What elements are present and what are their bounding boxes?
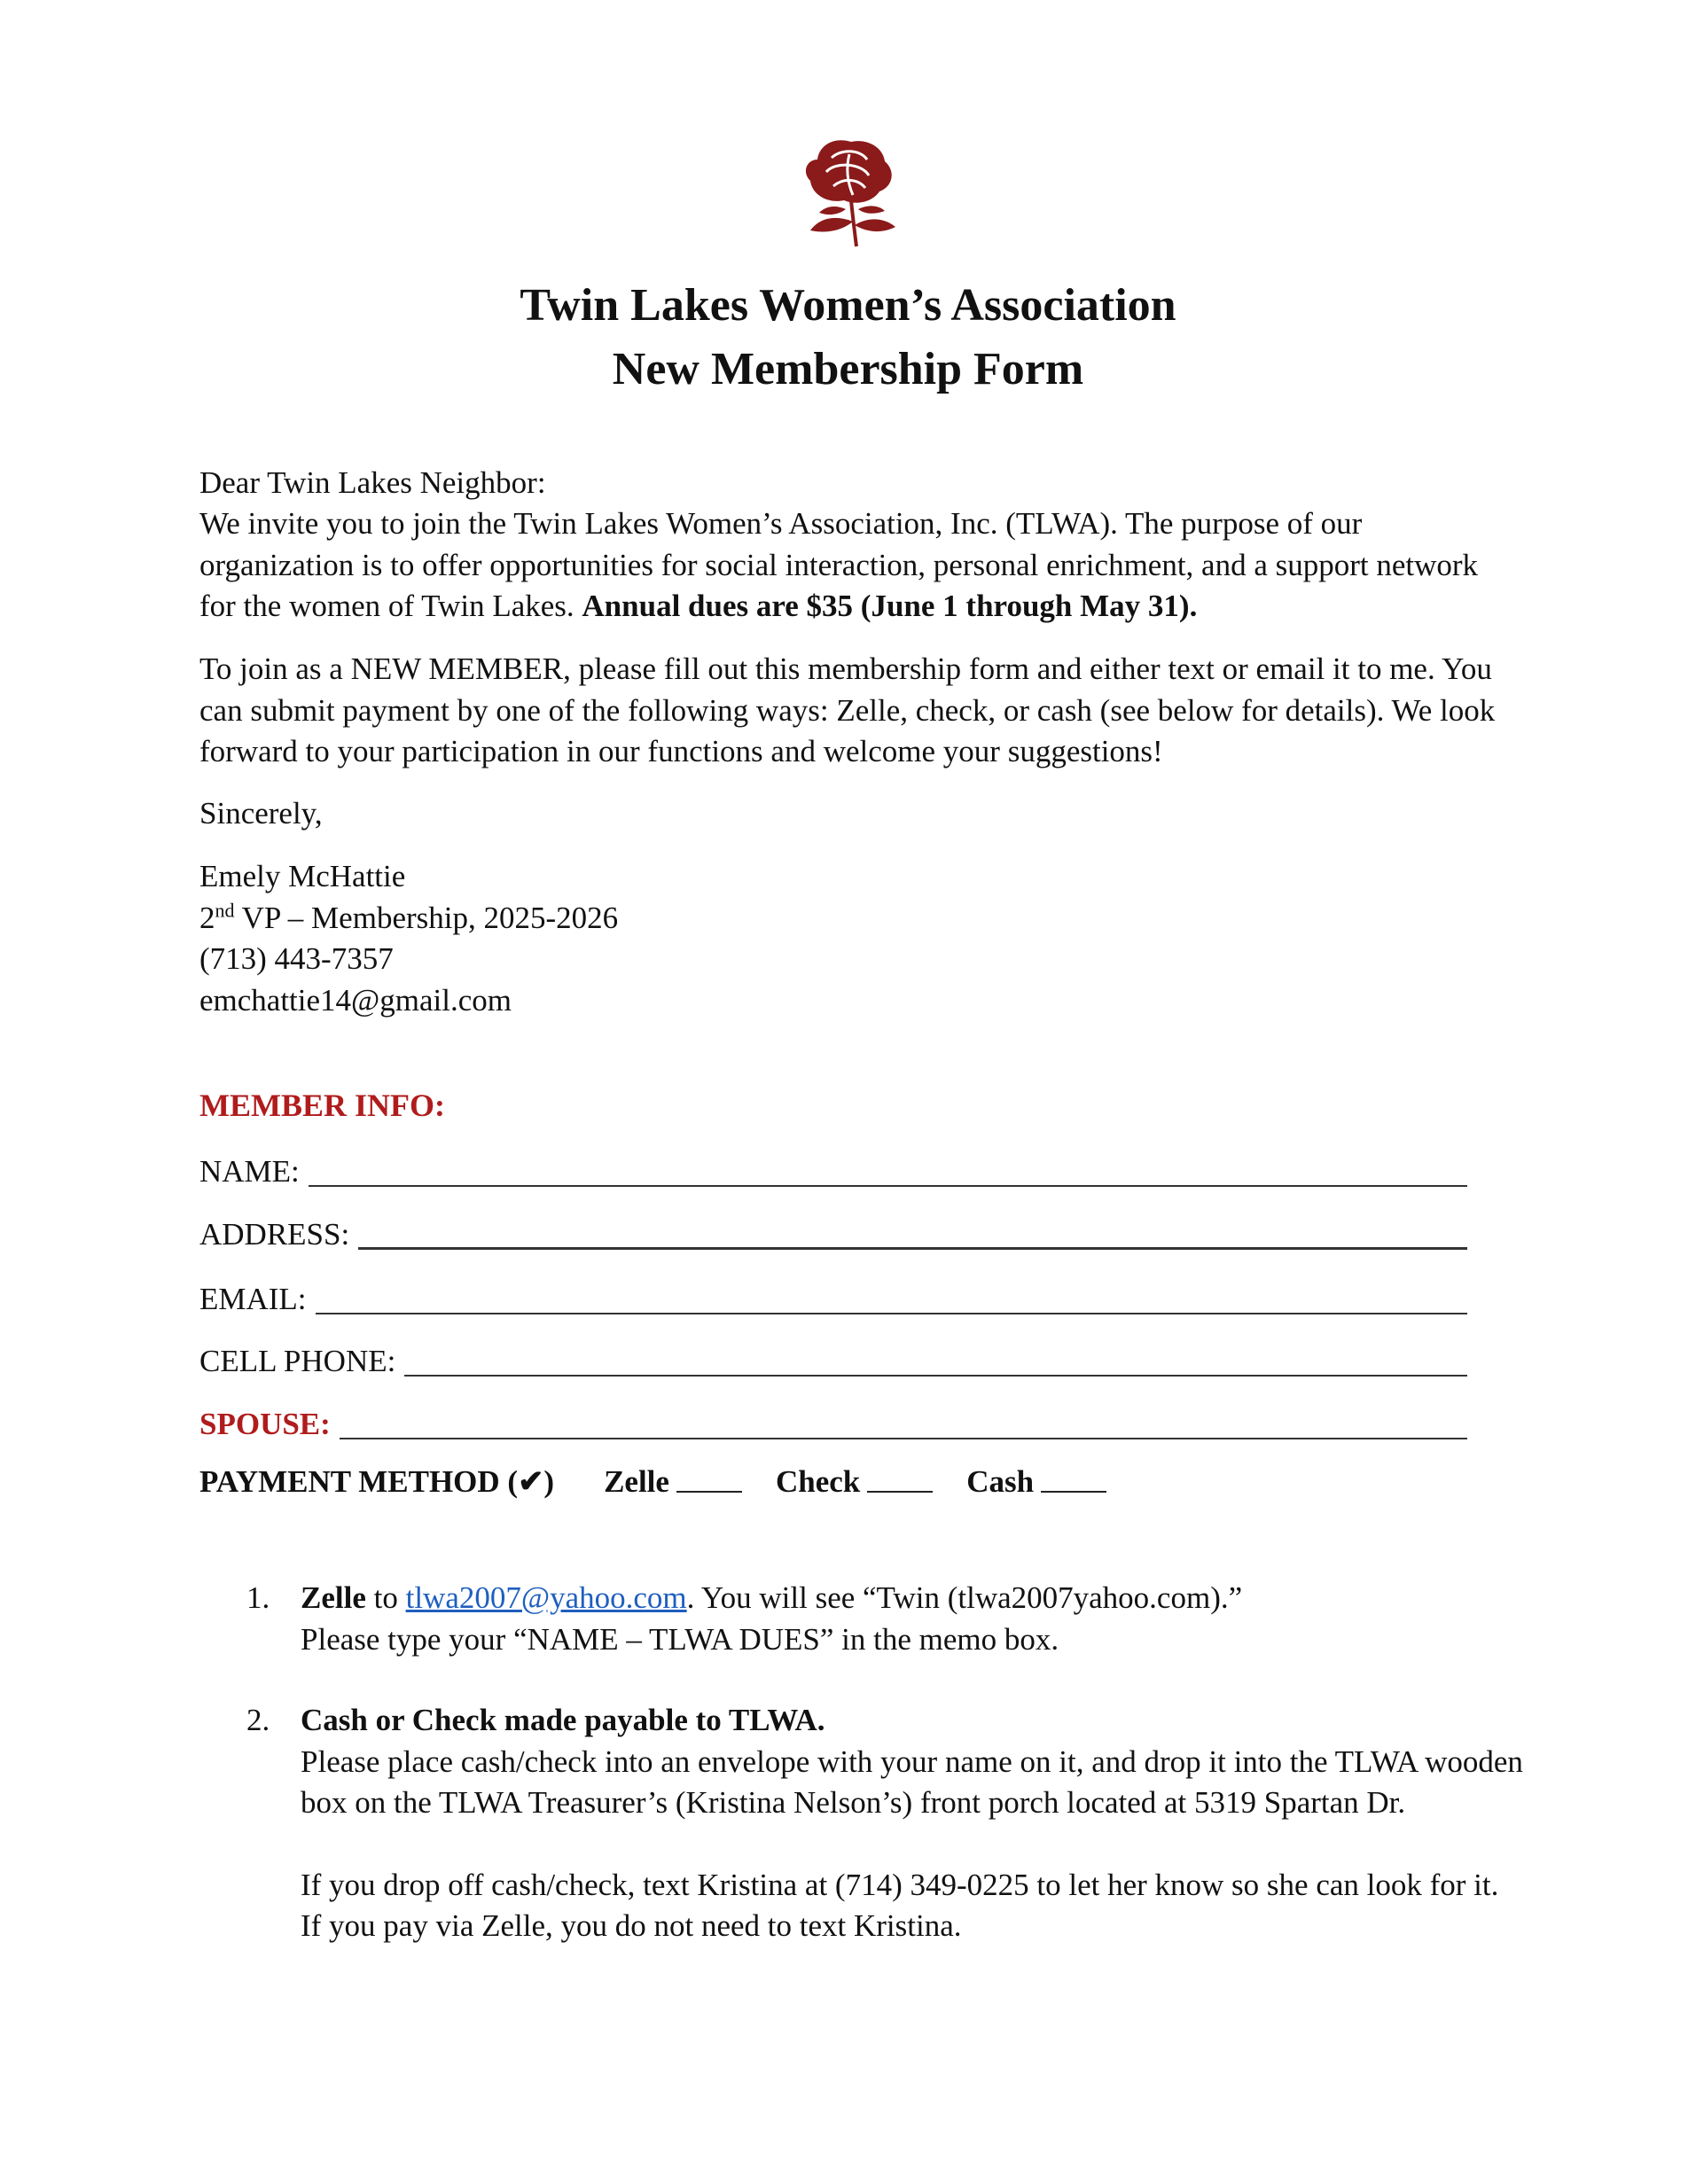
signer-name: Emely McHattie: [199, 859, 406, 893]
zelle-memo-note: Please type your “NAME – TLWA DUES” in the memo box.: [301, 1621, 1059, 1657]
cash-check-heading: Cash or Check made payable to TLWA.: [301, 1703, 825, 1737]
intro-paragraph: [199, 503, 1512, 628]
address-field[interactable]: [199, 1211, 1467, 1255]
signer-phone: (713) 443-7357: [199, 941, 394, 976]
closing: Sincerely,: [199, 796, 323, 831]
address-line[interactable]: [358, 1246, 1467, 1250]
name-line[interactable]: [309, 1184, 1467, 1187]
name-label: NAME:: [199, 1154, 300, 1189]
greeting: Dear Twin Lakes Neighbor:: [199, 465, 546, 500]
payment-option-zelle[interactable]: [604, 1464, 742, 1500]
zelle-heading: Zelle: [301, 1580, 366, 1615]
list-number: 2.: [246, 1703, 270, 1737]
payment-method-row: [199, 1464, 1106, 1500]
check-option-label: Check: [775, 1464, 861, 1499]
cell-phone-label: CELL PHONE:: [199, 1344, 396, 1378]
list-number: 1.: [246, 1580, 270, 1615]
name-field[interactable]: [199, 1148, 1467, 1192]
email-field[interactable]: [199, 1275, 1467, 1320]
zelle-after-link: . You will see “Twin (tlwa2007yahoo.com).”: [686, 1580, 1243, 1615]
address-label: ADDRESS:: [199, 1217, 350, 1252]
signer-role: [199, 898, 1512, 940]
intro-text: We invite you to join the Twin Lakes Women’s Association, Inc. (TLWA). The purpose of our organization is to offer opportunities for social interaction, personal enrichment, and a support network for the women of Twin Lakes.: [199, 506, 1479, 623]
cash-option-label: Cash: [966, 1464, 1035, 1499]
zelle-option-label: Zelle: [604, 1464, 669, 1499]
email-label: EMAIL:: [199, 1282, 307, 1316]
signer-email: emchattie14@gmail.com: [199, 982, 512, 1018]
role-sup: nd: [215, 898, 235, 921]
cell-phone-field[interactable]: [199, 1338, 1467, 1382]
member-info-heading: MEMBER INFO:: [199, 1088, 445, 1123]
role-rest: VP – Membership, 2025-2026: [234, 900, 619, 935]
join-paragraph: To join as a NEW MEMBER, please fill out this membership form and either text or email it to me. You can submit payment by one of the following ways: Zelle, check, or cash (see below for details). We look forward to your participation in our functions and welcome your suggestions!: [199, 651, 1496, 768]
signature-block: [199, 856, 1512, 1021]
check-blank[interactable]: [867, 1491, 933, 1493]
cash-blank[interactable]: [1041, 1491, 1106, 1493]
payment-option-check[interactable]: [776, 1464, 933, 1500]
cell-phone-line[interactable]: [404, 1374, 1467, 1377]
text-kristina-note: If you drop off cash/check, text Kristina at (714) 349-0225 to let her know so she can look for it. If you pay via Zelle, you do not need to text Kristina.: [301, 1867, 1499, 1943]
page-subtitle: New Membership Form: [612, 344, 1084, 394]
list-item: [246, 1578, 1523, 1660]
role-prefix: 2: [199, 900, 215, 935]
cash-check-instructions: Please place cash/check into an envelope with your name on it, and drop it into the TLWA wooden box on the TLWA Treasurer’s (Kristina Nelson’s) front porch located at 5319 Spartan Dr.: [301, 1743, 1523, 1820]
email-line[interactable]: [316, 1312, 1467, 1314]
payment-option-cash[interactable]: [966, 1464, 1106, 1500]
rose-icon: [780, 133, 922, 250]
zelle-to: to: [365, 1580, 406, 1615]
zelle-blank[interactable]: [676, 1491, 742, 1493]
payment-method-label: PAYMENT METHOD (✔): [199, 1464, 555, 1499]
spouse-field[interactable]: [199, 1400, 1467, 1445]
spouse-label: SPOUSE:: [199, 1407, 331, 1441]
annual-dues-note: Annual dues are $35 (June 1 through May 31).: [582, 589, 1198, 623]
zelle-email-link[interactable]: tlwa2007@yahoo.com: [405, 1580, 687, 1615]
page-title: Twin Lakes Women’s Association: [520, 280, 1176, 331]
spouse-line[interactable]: [340, 1437, 1467, 1439]
list-item: [246, 1700, 1523, 1947]
